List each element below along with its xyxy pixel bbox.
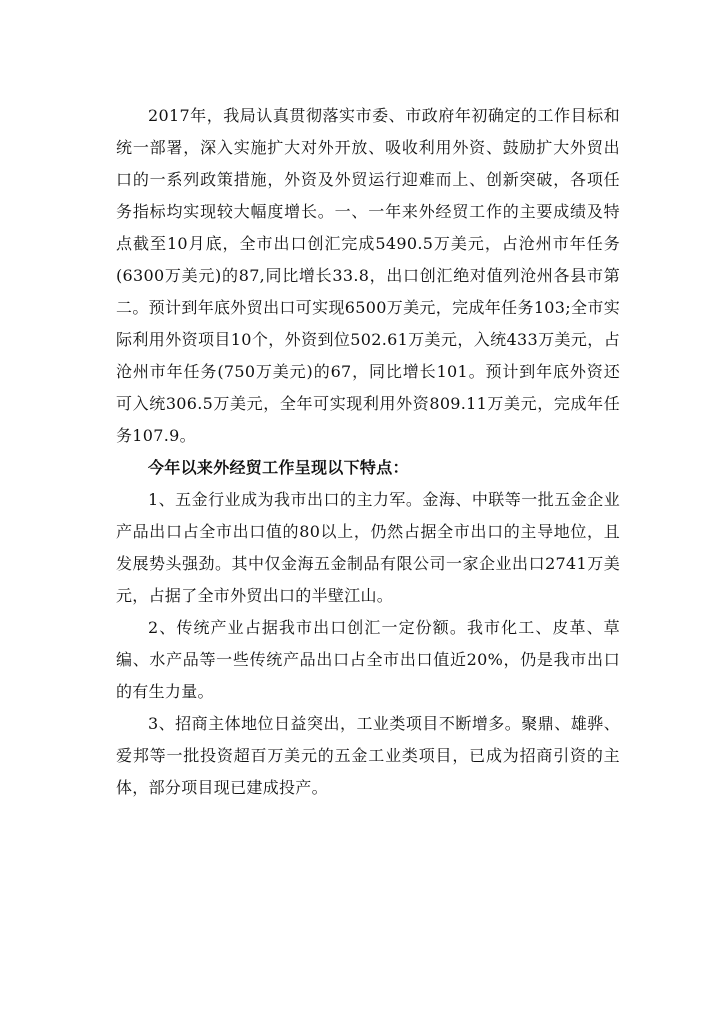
point-paragraph-3: 3、招商主体地位日益突出，工业类项目不断增多。聚鼎、雄骅、爱邦等一批投资超百万美元的五金工业类项目，已成为招商引资的主体，部分项目现已建成投产。: [116, 714, 620, 797]
section-heading: 今年以来外经贸工作呈现以下特点：: [148, 458, 409, 477]
intro-paragraph: 2017年，我局认真贯彻落实市委、市政府年初确定的工作目标和统一部署，深入实施扩大对外开放、吸收利用外资、鼓励扩大外贸出口的一系列政策措施，外资及外贸运行迎难而上、创新突破，各项任务指标均实现较大幅度增长。一、一年来外经贸工作的主要成绩及特点截至10月底，全市出口创汇完成5490.5万美元，占沧州市年任务(6300万美元)的87,同比增长33.8，出口创汇绝对值列沧州各县市第二。预计到年底外贸出口可实现6500万美元，完成年任务103;全市实际利用外资项目10个，外资到位502.61万美元，入统433万美元，占沧州市年任务(750万美元)的67，同比增长101。预计到年底外资还可入统306.5万美元，全年可实现利用外资809.11万美元，完成年任务107.9。: [116, 106, 620, 445]
point-paragraph-2: 2、传统产业占据我市出口创汇一定份额。我市化工、皮革、草编、水产品等一些传统产品出口占全市出口值近20%，仍是我市出口的有生力量。: [116, 618, 620, 701]
point-paragraph-1: 1、五金行业成为我市出口的主力军。金海、中联等一批五金企业产品出口占全市出口值的80以上，仍然占据全市出口的主导地位，且发展势头强劲。其中仅金海五金制品有限公司一家企业出口2741万美元，占据了全市外贸出口的半壁江山。: [116, 490, 620, 605]
document-body: [116, 100, 620, 804]
